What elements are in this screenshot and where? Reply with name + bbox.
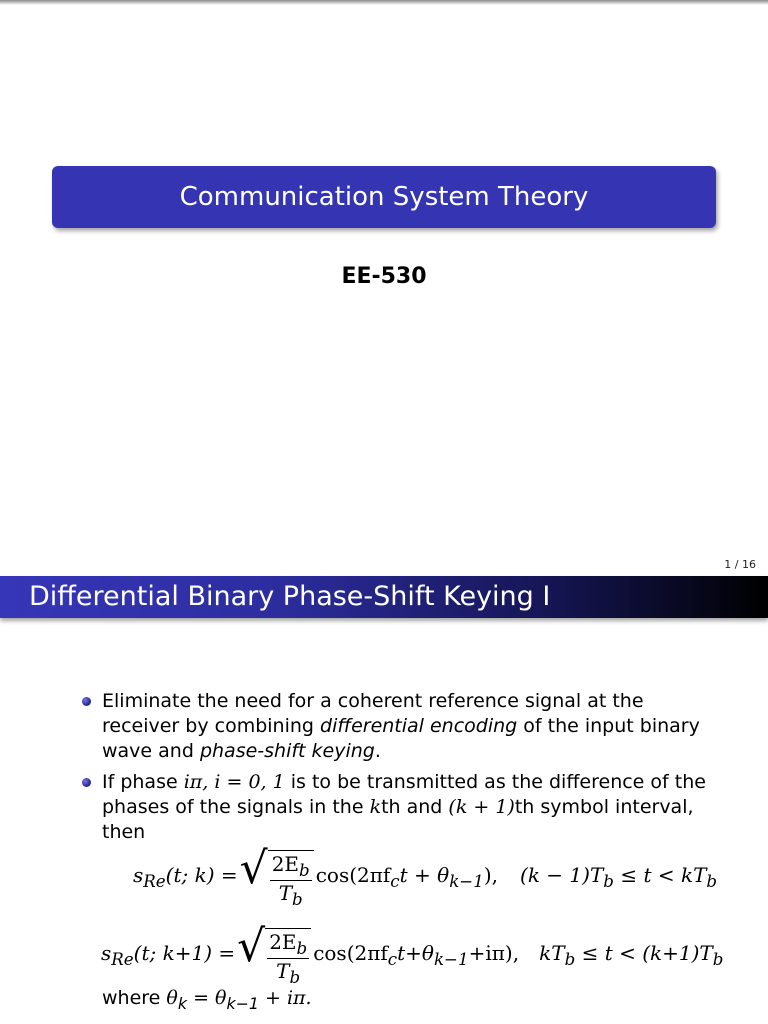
eq-text: ≤ t < (k+1)T xyxy=(575,940,713,965)
inline-math: k xyxy=(369,796,382,818)
fraction xyxy=(267,930,309,987)
eq-sub: b xyxy=(603,871,614,891)
eq-sub: k−1 xyxy=(226,993,259,1013)
bullet-text: th and xyxy=(381,796,449,818)
bullet-item xyxy=(80,689,720,764)
inline-math: = θ xyxy=(187,987,227,1009)
eq-text: ≤ t < kT xyxy=(613,862,707,887)
eq-sub: b xyxy=(296,939,308,958)
eq-text: (t; k+1) = xyxy=(133,940,236,965)
where-clause xyxy=(102,987,312,1013)
eq-sub: b xyxy=(712,949,724,969)
bullet-text: of the input binary wave and xyxy=(102,715,700,762)
eq-text: cos(2πf xyxy=(315,862,391,887)
presentation-title: Communication System Theory xyxy=(179,182,589,212)
eq-sub: k−1 xyxy=(449,871,484,891)
eq-text: T xyxy=(278,881,293,905)
equation-1 xyxy=(133,844,717,909)
bullet-icon xyxy=(82,778,91,787)
inline-math: + iπ. xyxy=(258,987,312,1009)
eq-sub: Re xyxy=(111,949,134,969)
bullet-emphasis: differential encoding xyxy=(320,715,518,737)
equation-2 xyxy=(101,922,723,987)
fraction xyxy=(270,852,312,909)
eq-text: (k − 1)T xyxy=(520,862,604,887)
bullet-text: is to be transmitted as the difference of the phases of the signals in the xyxy=(102,771,706,818)
inline-math: (k + 1) xyxy=(448,796,515,818)
bullet-text: th symbol interval, then xyxy=(102,796,694,843)
eq-sub: b xyxy=(292,890,303,909)
sqrt-expression xyxy=(240,844,314,909)
eq-text: T xyxy=(276,959,290,983)
eq-sub: b xyxy=(706,871,718,891)
where-text: where xyxy=(102,987,167,1009)
eq-sub: k xyxy=(177,993,188,1013)
inline-math: θ xyxy=(166,987,178,1009)
eq-sub: Re xyxy=(143,871,166,891)
sqrt-icon: √ xyxy=(239,843,268,894)
page-number: 1 / 16 xyxy=(724,558,756,571)
eq-text: t+θ xyxy=(397,940,434,965)
frame-title: Differential Binary Phase-Shift Keying I xyxy=(0,576,768,618)
bullet-emphasis: phase-shift keying xyxy=(199,740,375,762)
eq-text: ), xyxy=(483,862,499,887)
eq-text: s xyxy=(133,862,144,887)
eq-text: t + θ xyxy=(399,862,450,887)
course-code: EE-530 xyxy=(341,264,427,289)
eq-text: 2E xyxy=(269,930,297,954)
eq-sub: c xyxy=(387,949,398,969)
bullet-text: If phase xyxy=(102,771,184,793)
eq-sub: k−1 xyxy=(433,949,469,969)
content-slide xyxy=(0,576,768,1024)
eq-text: s xyxy=(101,940,112,965)
eq-sub: c xyxy=(390,871,400,891)
eq-sub: b xyxy=(564,949,576,969)
eq-sub: b xyxy=(299,861,310,880)
presentation-title-box xyxy=(52,166,716,228)
eq-text: kT xyxy=(539,940,565,965)
eq-sub: b xyxy=(289,968,301,987)
bullet-item xyxy=(80,770,720,845)
bullet-text: . xyxy=(374,740,381,762)
sqrt-expression xyxy=(237,922,311,987)
sqrt-icon: √ xyxy=(237,921,266,972)
inline-math: iπ, i = 0, 1 xyxy=(183,771,285,793)
eq-text: 2E xyxy=(271,852,300,876)
eq-text: +iπ), xyxy=(468,940,520,965)
eq-text: (t; k) = xyxy=(165,862,238,887)
eq-text: cos(2πf xyxy=(313,940,388,965)
bullet-icon xyxy=(82,697,91,706)
bullet-text: Eliminate the need for a coherent reference signal at the receiver by combining xyxy=(102,690,644,737)
bullet-list xyxy=(80,689,720,851)
